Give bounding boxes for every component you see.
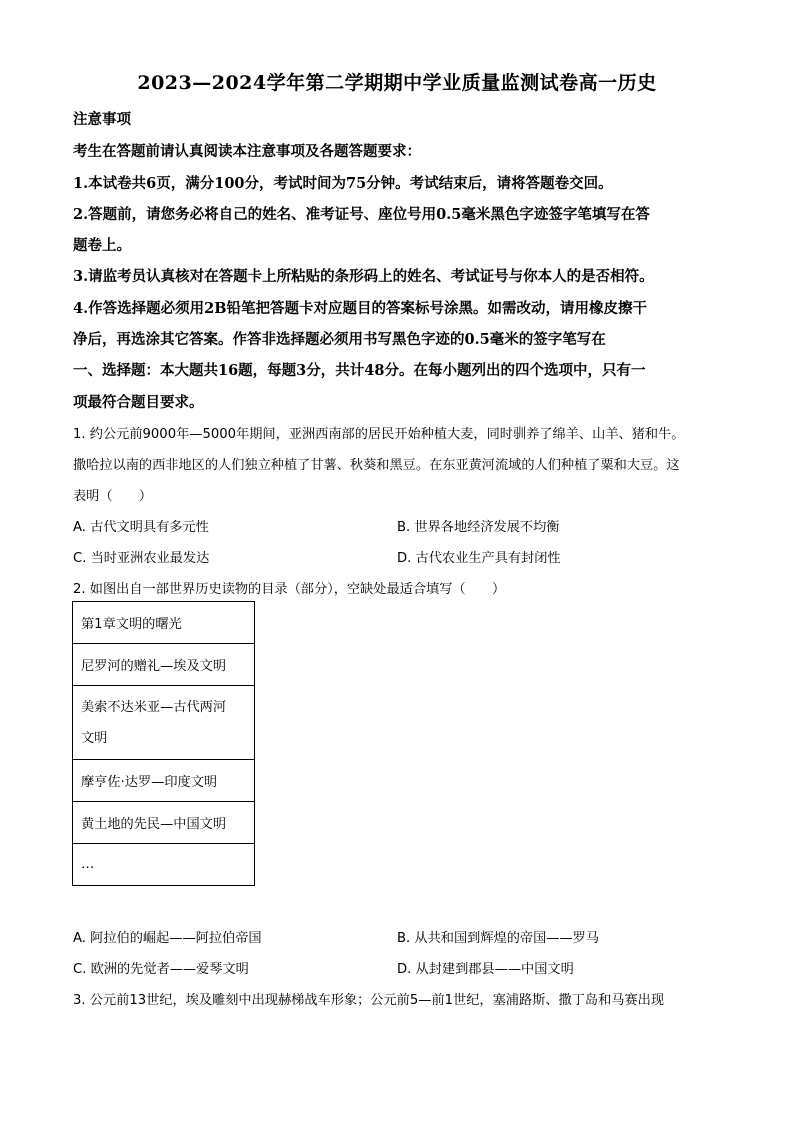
question-1-text: 1. 约公元前9000年—5000年期间，亚洲西南部的居民开始种植大麦，同时驯养了绵羊、山羊、猪和牛。: [73, 427, 685, 442]
table-row: [73, 760, 255, 802]
notice-heading: 注意事项: [73, 111, 131, 128]
question-1-option-d: D. 古代农业生产具有封闭性: [397, 551, 561, 566]
notice-item-1: 1.本试卷共6页，满分100分，考试时间为75分钟。考试结束后，请将答题卷交回。: [73, 175, 613, 192]
page-title: 2023—2024学年第二学期期中学业质量监测试卷高一历史: [137, 72, 657, 94]
notice-item-2-cont: 题卷上。: [73, 237, 131, 254]
toc-cell: 摩亨佐·达罗—印度文明: [73, 760, 255, 802]
table-row: [73, 602, 255, 644]
toc-cell: [73, 686, 255, 760]
question-1-option-c: C. 当时亚洲农业最发达: [73, 551, 210, 566]
table-row: [73, 844, 255, 886]
question-2-option-b: B. 从共和国到辉煌的帝国——罗马: [397, 931, 600, 946]
question-2-option-a: A. 阿拉伯的崛起——阿拉伯帝国: [73, 931, 262, 946]
question-1-text-end: 表明（ ）: [73, 489, 153, 504]
question-3-text: 3. 公元前13世纪，埃及雕刻中出现赫梯战车形象；公元前5—前1世纪，塞浦路斯、撒丁岛和马赛出现: [73, 993, 665, 1008]
toc-cell-line: 文明: [81, 730, 108, 746]
notice-item-4: 4.作答选择题必须用2B铅笔把答题卡对应题目的答案标号涂黑。如需改动，请用橡皮擦干: [73, 300, 647, 317]
table-row: [73, 686, 255, 760]
question-1-option-a: A. 古代文明具有多元性: [73, 520, 209, 535]
question-2-text: 2. 如图出自一部世界历史读物的目录（部分），空缺处最适合填写（ ）: [73, 582, 506, 597]
section-heading: 一、选择题：本大题共16题，每题3分，共计48分。在每小题列出的四个选项中，只有一: [73, 362, 646, 379]
notice-item-4-cont: 净后，再选涂其它答案。作答非选择题必须用书写黑色字迹的0.5毫米的签字笔写在: [73, 331, 606, 348]
notice-item-2: 2.答题前，请您务必将自己的姓名、准考证号、座位号用0.5毫米黑色字迹签字笔填写在答: [73, 206, 650, 223]
table-of-contents: [72, 601, 255, 886]
notice-item-3: 3.请监考员认真核对在答题卡上所粘贴的条形码上的姓名、考试证号与你本人的是否相符。: [73, 268, 654, 285]
section-heading-cont: 项最符合题目要求。: [73, 394, 204, 411]
question-1-text-cont: 撒哈拉以南的西非地区的人们独立种植了甘薯、秋葵和黑豆。在东亚黄河流域的人们种植了粟和大豆。这: [73, 458, 680, 473]
table-row: [73, 644, 255, 686]
toc-cell: 黄土地的先民—中国文明: [73, 802, 255, 844]
toc-cell-line: 美索不达米亚—古代两河: [81, 699, 227, 715]
notice-intro: 考生在答题前请认真阅读本注意事项及各题答题要求：: [73, 143, 421, 160]
toc-cell: 第1章文明的曙光: [73, 602, 255, 644]
table-row: [73, 802, 255, 844]
toc-cell: …: [73, 844, 255, 886]
toc-cell: 尼罗河的赠礼—埃及文明: [73, 644, 255, 686]
question-2-option-d: D. 从封建到郡县——中国文明: [397, 962, 574, 977]
question-1-option-b: B. 世界各地经济发展不均衡: [397, 520, 560, 535]
question-2-option-c: C. 欧洲的先觉者——爱琴文明: [73, 962, 249, 977]
